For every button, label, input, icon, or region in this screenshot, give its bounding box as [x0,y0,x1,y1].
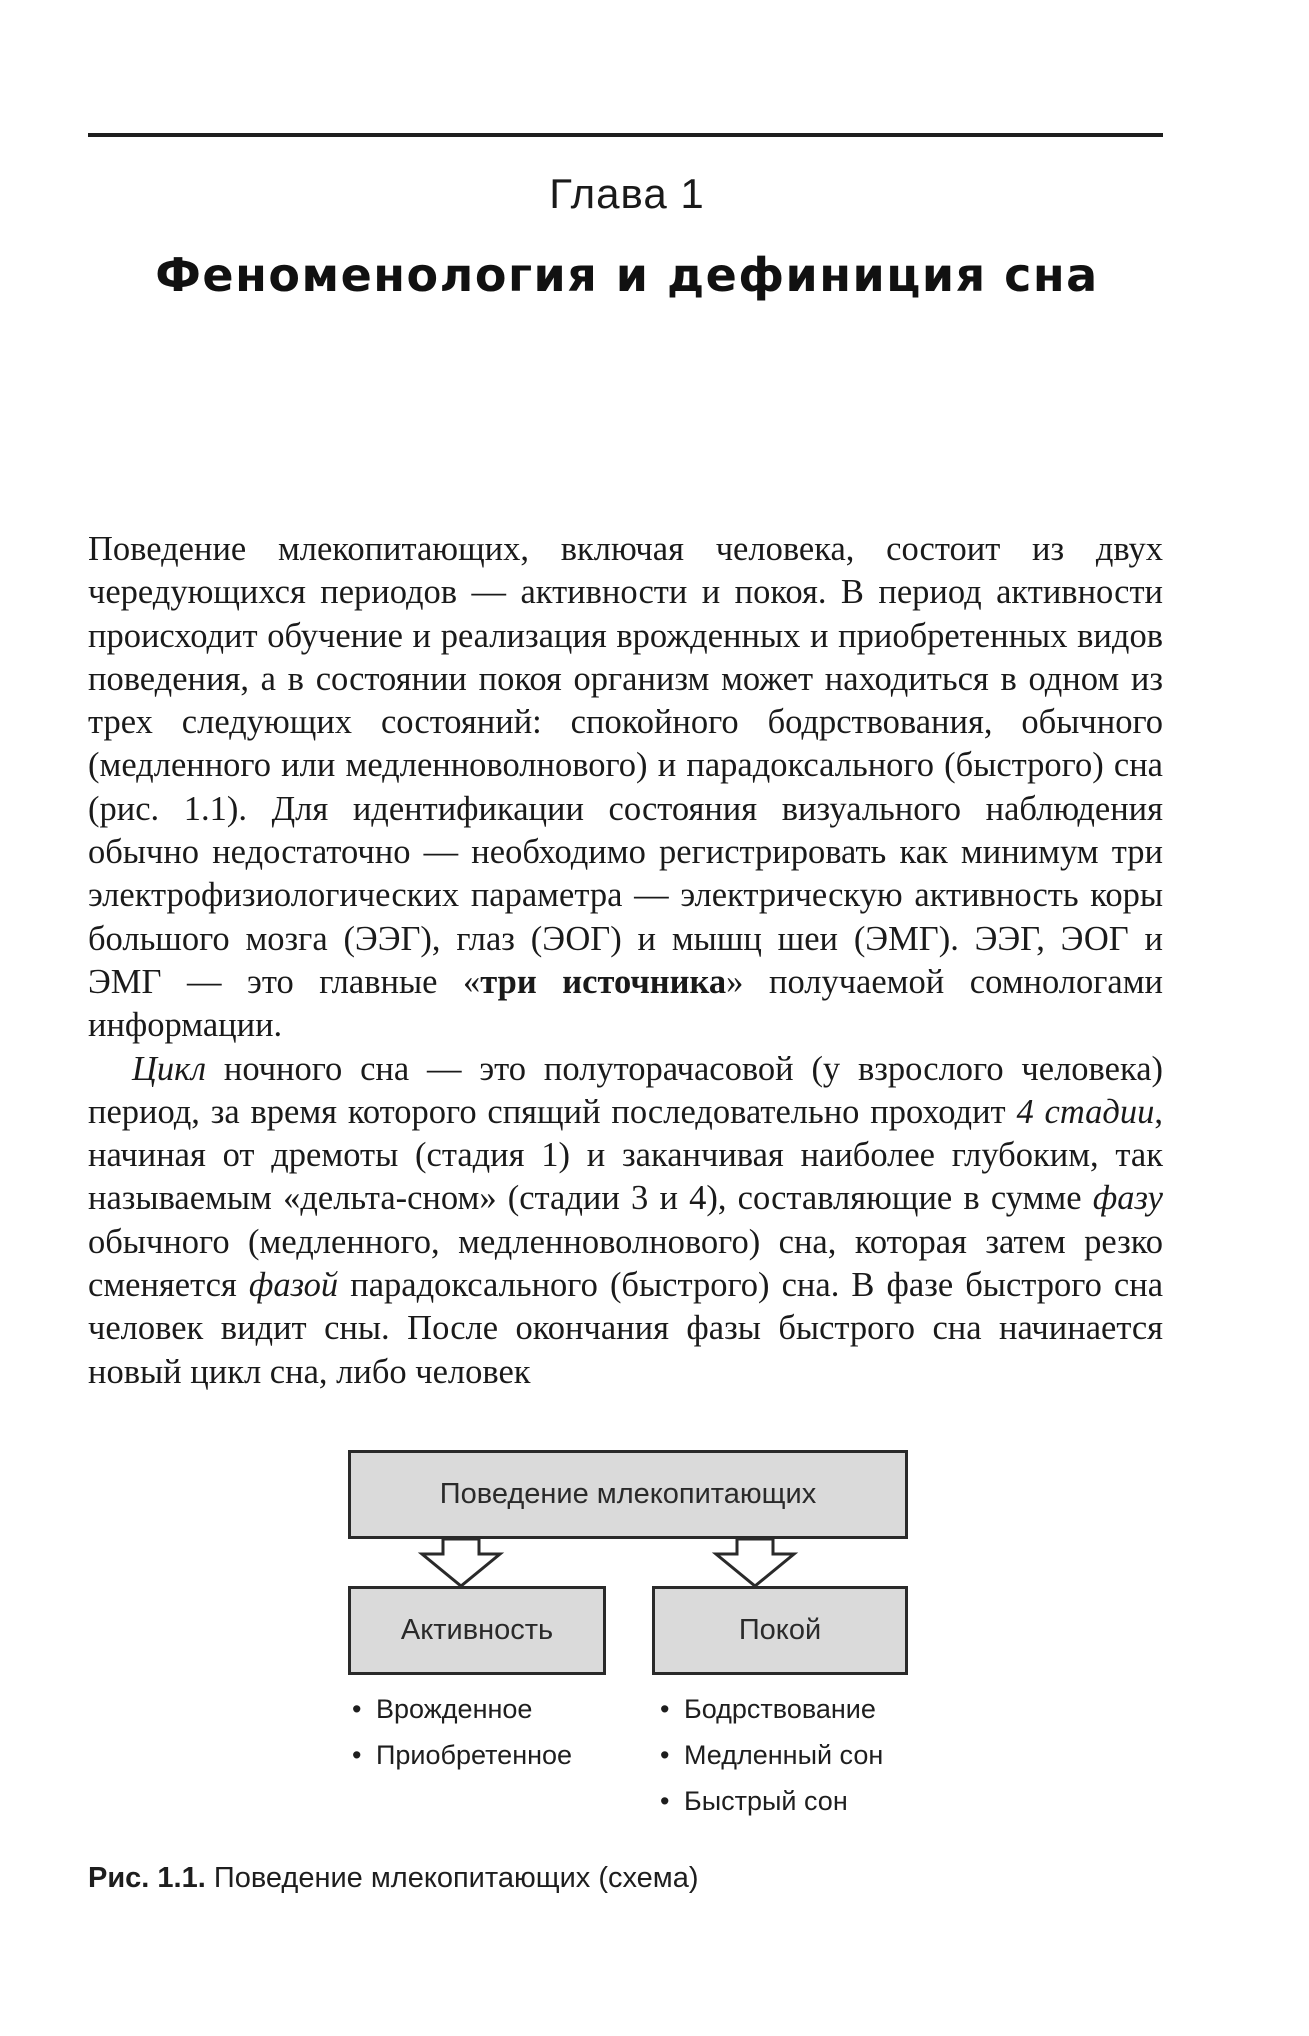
figure-caption [88,1862,699,1895]
chapter-title: Феноменология и дефиниция сна [155,248,1099,302]
list-item: • Приобретенное [352,1732,572,1778]
list-item: • Бодрствование [660,1686,883,1732]
italic-phase-2: фазой [248,1266,339,1305]
bullet-icon: • [660,1694,670,1724]
list-item: • Медленный сон [660,1732,883,1778]
paragraph-1-end: » получаемой сомнологами информации. [88,962,1164,1045]
paragraph-1-text: Поведение млекопитающих, включая человека, состоит из двух чередующихся периодов — активности и покоя. В период активности происходит обучение и реализация врожденных и приобретенных видов поведения, а в состоянии покоя организм может находиться в одном из трех следующих состояний: спокойного бодрствования, обычного (медленного или медленноволнового) и парадоксального (быстрого) сна (рис. 1.1). Для идентификации состояния визуального наблюдения обычно недостаточно — необходимо регистрировать как минимум три электрофизиологических параметра — электрическую активность коры большого мозга (ЭЭГ), глаз (ЭОГ) и мышц шеи (ЭМГ). ЭЭГ, ЭОГ и ЭМГ — это главные « [88,530,1163,1001]
list-item: • Быстрый сон [660,1778,883,1824]
italic-cycle: Цикл [132,1049,207,1088]
arrow-left [422,1539,500,1586]
activity-list [352,1686,572,1778]
paragraph-2-b: , начиная от дремоты (стадия 1) и заканчивая наиболее глубоким, так называемым «дельта-сном» (стадии 3 и 4), составляющие в сумме [88,1092,1163,1218]
bullet-icon: • [352,1740,362,1770]
paragraph-1-bold: три источника [480,962,727,1001]
box-activity [348,1586,606,1675]
box-mammal-behavior [348,1450,908,1539]
rest-list [660,1686,883,1824]
box-rest-label: Покой [738,1614,822,1646]
arrow-right [716,1539,794,1586]
italic-stages: 4 стадии [1016,1092,1155,1131]
chapter-label: Глава 1 [549,170,705,217]
bullet-icon: • [660,1740,670,1770]
box-rest [652,1586,908,1675]
caption-text: Поведение млекопитающих (схема) [205,1862,699,1894]
box-mammal-behavior-label: Поведение млекопитающих [439,1478,817,1510]
paragraph-2-d: парадоксального (быстрого) сна. В фазе быстрого сна человек видит сны. После окончания фазы быстрого сна начинается новый цикл сна, либо человек [88,1266,1164,1391]
bullet-icon: • [660,1786,670,1816]
italic-phase: фазу [1092,1179,1163,1218]
list-item: • Врожденное [352,1686,572,1732]
paragraph-2-c: обычного (медленного, медленноволнового) сна, которая затем резко сменяется [88,1222,1163,1305]
caption-label: Рис. 1.1. [88,1862,206,1894]
paragraph-2-a: ночного сна — это полуторачасовой (у взрослого человека) период, за время которого спящий последовательно проходит [88,1049,1163,1131]
box-activity-label: Активность [400,1614,554,1646]
bullet-icon: • [352,1694,362,1724]
